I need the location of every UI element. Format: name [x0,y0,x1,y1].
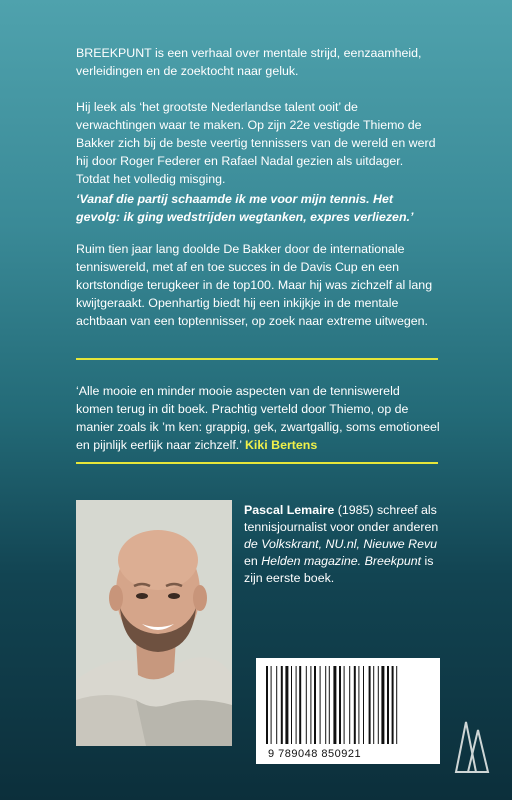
bio-text-4: is zijn eerste boek. [244,554,434,585]
endorsement-author: Kiki Bertens [244,438,318,452]
intro-paragraph-2: Hij leek als ‘het grootste Nederlandse talent ooit’ de verwachtingen waar te maken. Op zijn 22e vestigde Thiemo de Bakker zich bij de beste veertig tennissers van de wereld en werd hij door Roger Federer en Rafael Nadal gezien als uitdager. Totdat het volledig misging. [76,100,436,186]
author-name: Pascal Lemaire [244,503,335,517]
barcode-bar [381,666,384,744]
bio-media-2: Helden magazine. [261,554,362,568]
barcode-bar [392,666,394,744]
barcode-bar [314,666,316,744]
publisher-logo [452,718,492,779]
barcode-bar [349,666,350,744]
barcode-bar [285,666,288,744]
barcode-bar [387,666,389,744]
barcode-bar [276,666,277,744]
barcode-bar [281,666,283,744]
barcode-bar [329,666,330,744]
barcode-bar [310,666,311,744]
barcode-bar [299,666,301,744]
barcode-bar [396,666,397,744]
isbn-number: 9 789048 850921 [268,748,362,760]
barcode-bar [291,666,292,744]
barcode-bars [256,658,440,746]
barcode-bar [344,666,345,744]
author-portrait-illustration [76,500,232,746]
barcode-bar [296,666,297,744]
barcode-bar [266,666,268,744]
barcode-bar [320,666,321,744]
bio-text-1: (1985) schreef als tennisjournalist voor onder anderen [244,503,439,534]
barcode-bar [333,666,336,744]
barcode-bar [358,666,359,744]
barcode-bar [373,666,374,744]
intro-paragraph-1: BREEKPUNT is een verhaal over mentale strijd, eenzaamheid, verleidingen en de zoektocht naar geluk. [76,46,422,78]
barcode-bar [378,666,379,744]
barcode-bar [369,666,371,744]
divider-top [76,358,438,360]
barcode-bar [271,666,272,744]
author-bio [244,502,440,587]
divider-bottom [76,462,438,464]
barcode-bar [363,666,364,744]
publisher-logo-icon [452,718,492,774]
bio-book-title: Breekpunt [364,554,422,568]
endorsement-text: ‘Alle mooie en minder mooie aspecten van de tenniswereld komen terug in dit boek. Prachtig verteld door Thiemo, op de manier zoals ik ’m ken: grappig, gek, zwartgallig, soms emotioneel en pijnlijk eerlijk naar zichzelf.’ [76,384,440,452]
bio-media-1: de Volkskrant, NU.nl, Nieuwe Revu [244,537,438,551]
pull-quote: ‘Vanaf die partij schaamde ik me voor mijn tennis. Het gevolg: ik ging wedstrijden wegtanken, expres verliezen.’ [76,192,414,224]
barcode-bar [306,666,307,744]
barcode-bar [325,666,326,744]
author-photo [76,500,232,746]
barcode-bar [339,666,341,744]
endorsement-quote [76,382,440,454]
intro-paragraph-3: Ruim tien jaar lang doolde De Bakker door de internationale tenniswereld, met af en toe succes in de Davis Cup en een kortstondige terugkeer in de top100. Maar hij was zichzelf al lang kwijtgeraakt. Openhartig biedt hij een inkijkje in de mentale achtbaan van een toptennisser, op zoek naar extreme uitwegen. [76,242,433,328]
bio-text-2: en [244,554,262,568]
barcode-bar [354,666,356,744]
